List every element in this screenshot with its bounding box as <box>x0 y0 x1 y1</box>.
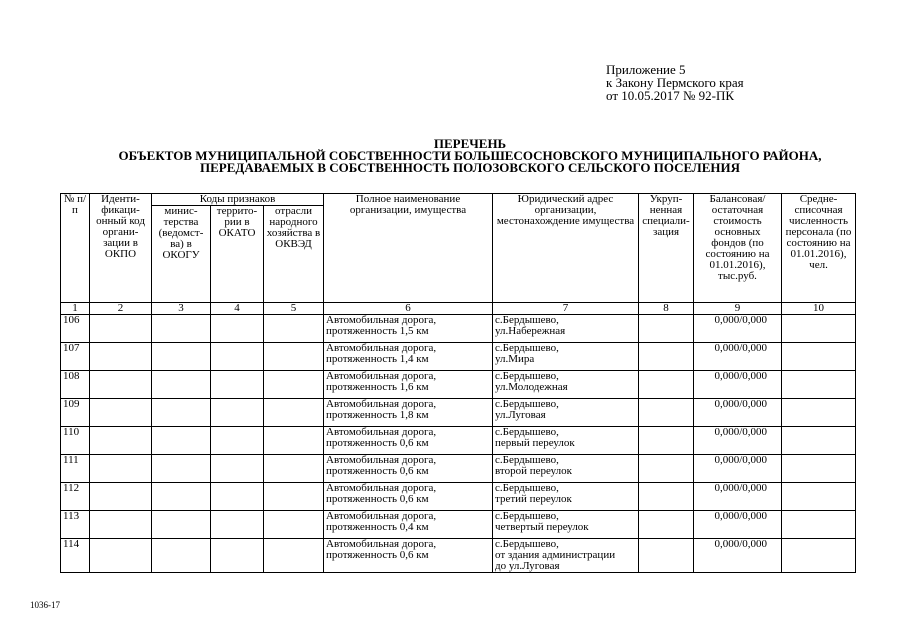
branch-cell <box>264 483 324 511</box>
balance-text: 0,000/0,000 <box>714 426 767 438</box>
property-length-line: протяженность 1,6 км <box>326 381 429 393</box>
row-number <box>61 511 90 539</box>
property-name-line: Автомобильная дорога, <box>326 370 437 382</box>
annex-line-3: от 10.05.2017 № 92-ПК <box>606 88 735 103</box>
header-territory: террито-рии в ОКАТО <box>211 206 264 303</box>
table-row <box>61 455 856 483</box>
ministry-cell <box>152 399 211 427</box>
staff-cell <box>782 371 856 399</box>
specialization-cell <box>639 371 694 399</box>
header-ministry: минис-терства (ведомст-ва) в ОКОГУ <box>152 206 211 303</box>
branch-cell <box>264 343 324 371</box>
table-row <box>61 483 856 511</box>
territory-cell <box>211 427 264 455</box>
property-address <box>493 427 639 455</box>
okpo-cell <box>90 371 152 399</box>
annex-reference <box>606 63 744 102</box>
property-name-line: Автомобильная дорога, <box>326 482 437 494</box>
staff-cell <box>782 315 856 343</box>
address-line: с.Бердышево, <box>495 454 559 466</box>
balance-text: 0,000/0,000 <box>714 370 767 382</box>
row-number-text: 106 <box>63 314 80 326</box>
balance-value <box>694 343 782 371</box>
address-line: с.Бердышево, <box>495 398 559 410</box>
branch-cell <box>264 455 324 483</box>
property-name-line: Автомобильная дорога, <box>326 342 437 354</box>
territory-cell <box>211 483 264 511</box>
balance-text: 0,000/0,000 <box>714 398 767 410</box>
table-row <box>61 539 856 573</box>
okpo-cell <box>90 315 152 343</box>
table-row <box>61 511 856 539</box>
okpo-cell <box>90 539 152 573</box>
territory-cell <box>211 511 264 539</box>
table-row <box>61 399 856 427</box>
property-name <box>324 539 493 573</box>
column-number: 4 <box>211 303 264 315</box>
address-line: первый переулок <box>495 437 575 449</box>
property-name <box>324 427 493 455</box>
ministry-cell <box>152 315 211 343</box>
header-num: № п/п <box>61 194 90 303</box>
address-line: с.Бердышево, <box>495 482 559 494</box>
column-number: 10 <box>782 303 856 315</box>
property-address <box>493 371 639 399</box>
header-specialization: Укруп-ненная специали-зация <box>639 194 694 303</box>
address-line: от здания администрации <box>495 549 616 561</box>
column-number: 1 <box>61 303 90 315</box>
address-line: третий переулок <box>495 493 572 505</box>
property-length-line: протяженность 0,6 км <box>326 437 429 449</box>
property-name <box>324 371 493 399</box>
branch-cell <box>264 399 324 427</box>
title-line-3: ПЕРЕДАВАЕМЫХ В СОБСТВЕННОСТЬ ПОЛОЗОВСКОГО СЕЛЬСКОГО ПОСЕЛЕНИЯ <box>200 160 740 175</box>
column-number: 9 <box>694 303 782 315</box>
header-codes: Коды признаков <box>152 194 324 206</box>
balance-value <box>694 427 782 455</box>
branch-cell <box>264 371 324 399</box>
territory-cell <box>211 539 264 573</box>
row-number <box>61 455 90 483</box>
row-number <box>61 371 90 399</box>
branch-cell <box>264 511 324 539</box>
row-number-text: 113 <box>63 510 80 522</box>
balance-value <box>694 371 782 399</box>
property-length-line: протяженность 0,4 км <box>326 521 429 533</box>
title-line-2: ОБЪЕКТОВ МУНИЦИПАЛЬНОЙ СОБСТВЕННОСТИ БОЛЬШЕСОСНОВСКОГО МУНИЦИПАЛЬНОГО РАЙОНА, <box>118 148 822 163</box>
row-number <box>61 427 90 455</box>
property-name-line: Автомобильная дорога, <box>326 510 437 522</box>
header-balance: Балансовая/ остаточная стоимость основных фондов (по состоянию на 01.01.2016), тыс.руб. <box>694 194 782 303</box>
balance-value <box>694 483 782 511</box>
specialization-cell <box>639 483 694 511</box>
table-row <box>61 343 856 371</box>
specialization-cell <box>639 427 694 455</box>
specialization-cell <box>639 343 694 371</box>
territory-cell <box>211 455 264 483</box>
property-name-line: Автомобильная дорога, <box>326 426 437 438</box>
balance-value <box>694 399 782 427</box>
row-number-text: 107 <box>63 342 80 354</box>
header-name: Полное наименование организации, имущества <box>324 194 493 303</box>
column-number: 6 <box>324 303 493 315</box>
property-address <box>493 315 639 343</box>
balance-value <box>694 511 782 539</box>
ministry-cell <box>152 343 211 371</box>
property-length-line: протяженность 0,6 км <box>326 493 429 505</box>
territory-cell <box>211 371 264 399</box>
property-name <box>324 511 493 539</box>
balance-text: 0,000/0,000 <box>714 510 767 522</box>
property-name <box>324 343 493 371</box>
table-row <box>61 427 856 455</box>
balance-text: 0,000/0,000 <box>714 342 767 354</box>
address-line: с.Бердышево, <box>495 370 559 382</box>
row-number <box>61 483 90 511</box>
address-line: второй переулок <box>495 465 572 477</box>
address-line: с.Бердышево, <box>495 538 559 550</box>
property-name-line: Автомобильная дорога, <box>326 398 437 410</box>
staff-cell <box>782 539 856 573</box>
property-length-line: протяженность 0,6 км <box>326 465 429 477</box>
staff-cell <box>782 483 856 511</box>
row-number <box>61 399 90 427</box>
row-number-text: 112 <box>63 482 80 494</box>
row-number-text: 111 <box>63 454 79 466</box>
property-address <box>493 455 639 483</box>
ministry-cell <box>152 371 211 399</box>
staff-cell <box>782 399 856 427</box>
branch-cell <box>264 315 324 343</box>
property-address <box>493 511 639 539</box>
ministry-cell <box>152 483 211 511</box>
header-okpo: Иденти-фикаци-онный код органи-зации в ОКПО <box>90 194 152 303</box>
specialization-cell <box>639 455 694 483</box>
property-address <box>493 539 639 573</box>
property-length-line: протяженность 0,6 км <box>326 549 429 561</box>
property-name-line: Автомобильная дорога, <box>326 314 437 326</box>
address-line: с.Бердышево, <box>495 314 559 326</box>
property-address <box>493 399 639 427</box>
row-number <box>61 315 90 343</box>
specialization-cell <box>639 315 694 343</box>
specialization-cell <box>639 399 694 427</box>
property-name-line: Автомобильная дорога, <box>326 454 437 466</box>
okpo-cell <box>90 399 152 427</box>
balance-text: 0,000/0,000 <box>714 454 767 466</box>
okpo-cell <box>90 511 152 539</box>
address-line: ул.Луговая <box>495 409 546 421</box>
territory-cell <box>211 399 264 427</box>
okpo-cell <box>90 427 152 455</box>
territory-cell <box>211 343 264 371</box>
staff-cell <box>782 343 856 371</box>
document-code: 1036-17 <box>30 600 60 610</box>
property-name <box>324 399 493 427</box>
okpo-cell <box>90 343 152 371</box>
property-name <box>324 483 493 511</box>
address-line: ул.Молодежная <box>495 381 568 393</box>
address-line: четвертый переулок <box>495 521 589 533</box>
balance-value <box>694 539 782 573</box>
property-length-line: протяженность 1,5 км <box>326 325 429 337</box>
ministry-cell <box>152 427 211 455</box>
row-number-text: 114 <box>63 538 80 550</box>
property-length-line: протяженность 1,4 км <box>326 353 429 365</box>
column-number: 2 <box>90 303 152 315</box>
table-row <box>61 315 856 343</box>
address-line: ул.Мира <box>495 353 535 365</box>
property-length-line: протяженность 1,8 км <box>326 409 429 421</box>
balance-text: 0,000/0,000 <box>714 314 767 326</box>
property-address <box>493 343 639 371</box>
address-line: с.Бердышево, <box>495 510 559 522</box>
annex-line-2: к Закону Пермского края <box>606 75 744 90</box>
specialization-cell <box>639 539 694 573</box>
staff-cell <box>782 455 856 483</box>
column-number: 7 <box>493 303 639 315</box>
row-number-text: 110 <box>63 426 80 438</box>
column-number-row <box>61 303 856 315</box>
ministry-cell <box>152 511 211 539</box>
header-staff: Средне-списочная численность персонала (по состоянию на 01.01.2016), чел. <box>782 194 856 303</box>
ministry-cell <box>152 455 211 483</box>
header-address: Юридический адрес организации, местонахождение имущества <box>493 194 639 303</box>
annex-line-1: Приложение 5 <box>606 62 686 77</box>
header-branch: отрасли народного хозяйства в ОКВЭД <box>264 206 324 303</box>
property-name <box>324 455 493 483</box>
specialization-cell <box>639 511 694 539</box>
address-line: с.Бердышево, <box>495 426 559 438</box>
staff-cell <box>782 511 856 539</box>
okpo-cell <box>90 483 152 511</box>
column-number: 3 <box>152 303 211 315</box>
header-row-1 <box>61 194 856 206</box>
property-name <box>324 315 493 343</box>
address-line: ул.Набережная <box>495 325 566 337</box>
row-number <box>61 343 90 371</box>
property-address <box>493 483 639 511</box>
branch-cell <box>264 539 324 573</box>
address-line: с.Бердышево, <box>495 342 559 354</box>
okpo-cell <box>90 455 152 483</box>
territory-cell <box>211 315 264 343</box>
column-number: 5 <box>264 303 324 315</box>
staff-cell <box>782 427 856 455</box>
document-title <box>40 138 900 174</box>
title-line-1: ПЕРЕЧЕНЬ <box>433 136 507 151</box>
column-number: 8 <box>639 303 694 315</box>
ministry-cell <box>152 539 211 573</box>
address-line: до ул.Луговая <box>495 560 560 572</box>
branch-cell <box>264 427 324 455</box>
row-number-text: 108 <box>63 370 80 382</box>
property-table <box>60 193 856 573</box>
balance-value <box>694 455 782 483</box>
balance-text: 0,000/0,000 <box>714 482 767 494</box>
row-number <box>61 539 90 573</box>
balance-value <box>694 315 782 343</box>
table-row <box>61 371 856 399</box>
row-number-text: 109 <box>63 398 80 410</box>
property-name-line: Автомобильная дорога, <box>326 538 437 550</box>
balance-text: 0,000/0,000 <box>714 538 767 550</box>
